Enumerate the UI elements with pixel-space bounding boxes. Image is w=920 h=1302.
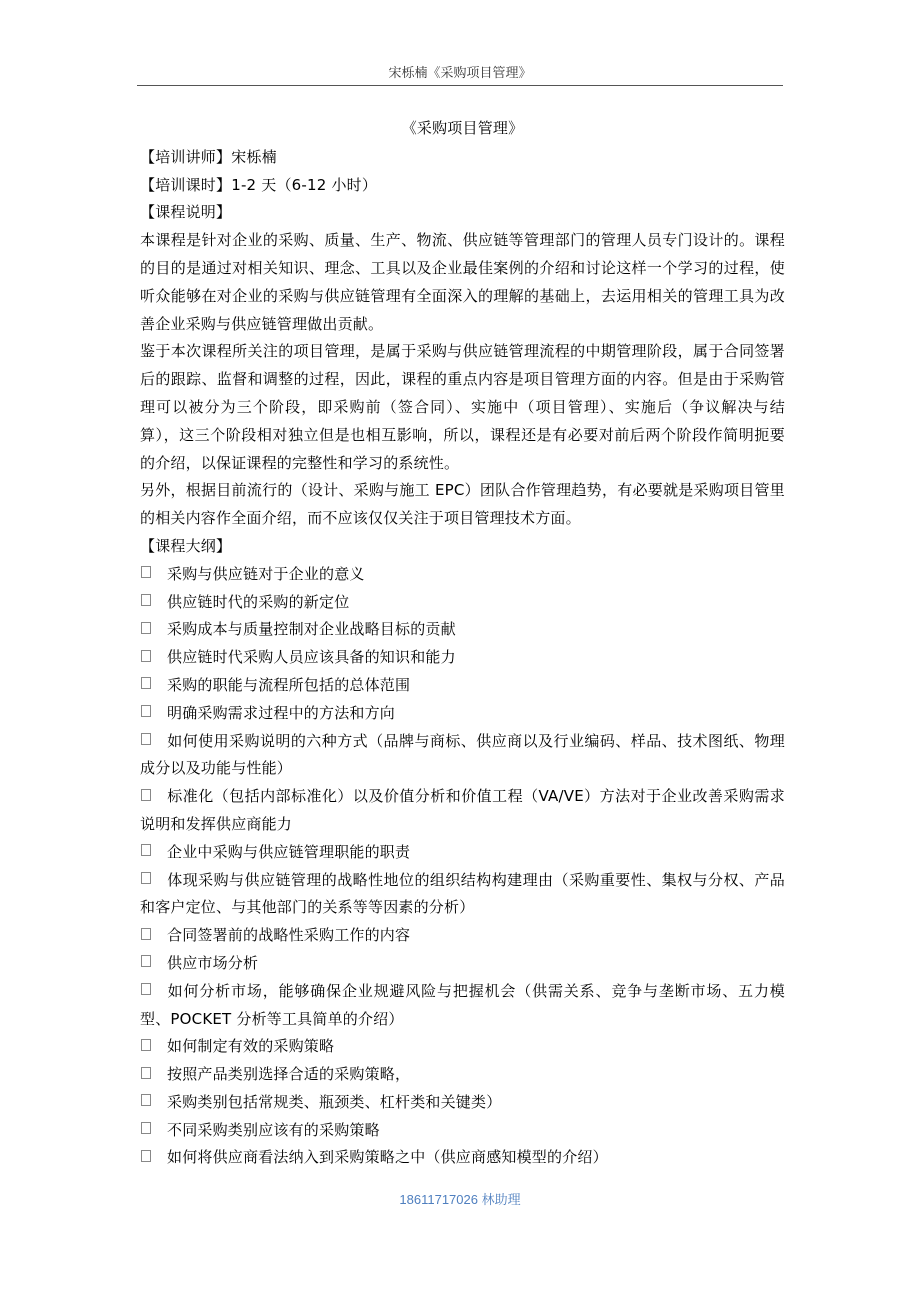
outline-item-text: 供应市场分析: [167, 953, 259, 972]
outline-item: [140, 1089, 785, 1117]
outline-item: [140, 589, 785, 617]
checkbox-icon[interactable]: [141, 594, 151, 606]
outline-item-text: 如何使用采购说明的六种方式（品牌与商标、供应商以及行业编码、样品、技术图纸、物理成分以及功能与性能）: [140, 731, 785, 778]
outline-item: [140, 950, 785, 978]
description-paragraph: 鉴于本次课程所关注的项目管理，是属于采购与供应链管理流程的中期管理阶段，属于合同签署后的跟踪、监督和调整的过程，因此，课程的重点内容是项目管理方面的内容。但是由于采购管理可以被分为三个阶段，即采购前（签合同）、实施中（项目管理）、实施后（争议解决与结算），这三个阶段相对独立但是也相互影响，所以，课程还是有必要对前后两个阶段作简明扼要的介绍，以保证课程的完整性和学习的系统性。: [140, 342, 785, 472]
checkbox-icon[interactable]: [141, 983, 151, 995]
outline-item-text: 采购类别包括常规类、瓶颈类、杠杆类和关键类）: [167, 1092, 502, 1111]
outline-item-text: 采购的职能与流程所包括的总体范围: [167, 675, 411, 694]
checkbox-icon[interactable]: [141, 928, 151, 940]
checkbox-icon[interactable]: [141, 955, 151, 967]
checkbox-icon[interactable]: [141, 733, 151, 745]
checkbox-icon[interactable]: [141, 622, 151, 634]
document-body: [140, 115, 785, 1172]
outline-item: [140, 728, 785, 784]
checkbox-icon[interactable]: [141, 1067, 151, 1079]
duration-value: 1-2 天（6-12 小时）: [231, 175, 378, 194]
outline-item: [140, 867, 785, 923]
outline-item: [140, 644, 785, 672]
document-title: 《采购项目管理》: [401, 119, 524, 137]
outline-item-text: 标准化（包括内部标准化）以及价值分析和价值工程（VA/VE）方法对于企业改善采购需求说明和发挥供应商能力: [140, 787, 785, 833]
outline-item: [140, 978, 785, 1034]
trainer-label: 【培训讲师】: [140, 147, 232, 166]
checkbox-icon[interactable]: [141, 677, 151, 689]
description-paragraph: 另外，根据目前流行的（设计、采购与施工 EPC）团队合作管理趋势，有必要就是采购项目管里的相关内容作全面介绍，而不应该仅仅关注于项目管理技术方面。: [140, 481, 785, 528]
outline-item-text: 如何制定有效的采购策略: [167, 1037, 335, 1056]
checkbox-icon[interactable]: [141, 844, 151, 856]
outline-item: [140, 1117, 785, 1145]
checkbox-icon[interactable]: [141, 789, 151, 801]
checkbox-icon[interactable]: [141, 1094, 151, 1106]
outline-item: [140, 839, 785, 867]
outline-item: [140, 922, 785, 950]
trainer-value: 宋栎楠: [231, 147, 277, 166]
outline-item-text: 如何将供应商看法纳入到采购策略之中（供应商感知模型的介绍）: [167, 1148, 608, 1167]
outline-item-text: 采购成本与质量控制对企业战略目标的贡献: [167, 620, 456, 639]
description-heading: 【课程说明】: [140, 203, 232, 222]
outline-item: [140, 783, 785, 839]
outline-item-text: 按照产品类别选择合适的采购策略，: [167, 1065, 411, 1084]
outline-item-text: 采购与供应链对于企业的意义: [167, 564, 365, 583]
outline-item-text: 合同签署前的战略性采购工作的内容: [167, 926, 411, 945]
checkbox-icon[interactable]: [141, 872, 151, 884]
outline-heading: 【课程大纲】: [140, 536, 232, 555]
trainer-line: [140, 144, 785, 172]
checkbox-icon[interactable]: [141, 1150, 151, 1162]
running-header: 宋栎楠《采购项目管理》: [388, 66, 532, 81]
footer-contact: 18611717026 林助理: [399, 1192, 521, 1207]
header-divider: [137, 85, 783, 86]
outline-item-text: 体现采购与供应链管理的战略性地位的组织结构构建理由（采购重要性、集权与分权、产品和客户定位、与其他部门的关系等等因素的分析）: [140, 870, 785, 917]
outline-item-text: 供应链时代的采购的新定位: [167, 592, 350, 611]
checkbox-icon[interactable]: [141, 1122, 151, 1134]
outline-item-text: 如何分析市场，能够确保企业规避风险与把握机会（供需关系、竞争与垄断市场、五力模型、POCKET 分析等工具简单的介绍）: [140, 981, 785, 1028]
checkbox-icon[interactable]: [141, 650, 151, 662]
outline-item-text: 明确采购需求过程中的方法和方向: [167, 703, 396, 722]
checkbox-icon[interactable]: [141, 1039, 151, 1051]
outline-item: [140, 561, 785, 589]
outline-item-text: 企业中采购与供应链管理职能的职责: [167, 842, 411, 861]
outline-item: [140, 616, 785, 644]
outline-item: [140, 1033, 785, 1061]
description-paragraph: 本课程是针对企业的采购、质量、生产、物流、供应链等管理部门的管理人员专门设计的。课程的目的是通过对相关知识、理念、工具以及企业最佳案例的介绍和讨论这样一个学习的过程，使听众能够在对企业的采购与供应链管理有全面深入的理解的基础上，去运用相关的管理工具为改善企业采购与供应链管理做出贡献。: [140, 231, 785, 333]
outline-item: [140, 1144, 785, 1172]
outline-item: [140, 1061, 785, 1089]
outline-item: [140, 672, 785, 700]
checkbox-icon[interactable]: [141, 705, 151, 717]
outline-item-text: 不同采购类别应该有的采购策略: [167, 1120, 380, 1139]
checkbox-icon[interactable]: [141, 566, 151, 578]
duration-line: [140, 172, 785, 200]
outline-item-text: 供应链时代采购人员应该具备的知识和能力: [167, 648, 456, 667]
outline-item: [140, 700, 785, 728]
duration-label: 【培训课时】: [140, 175, 232, 194]
